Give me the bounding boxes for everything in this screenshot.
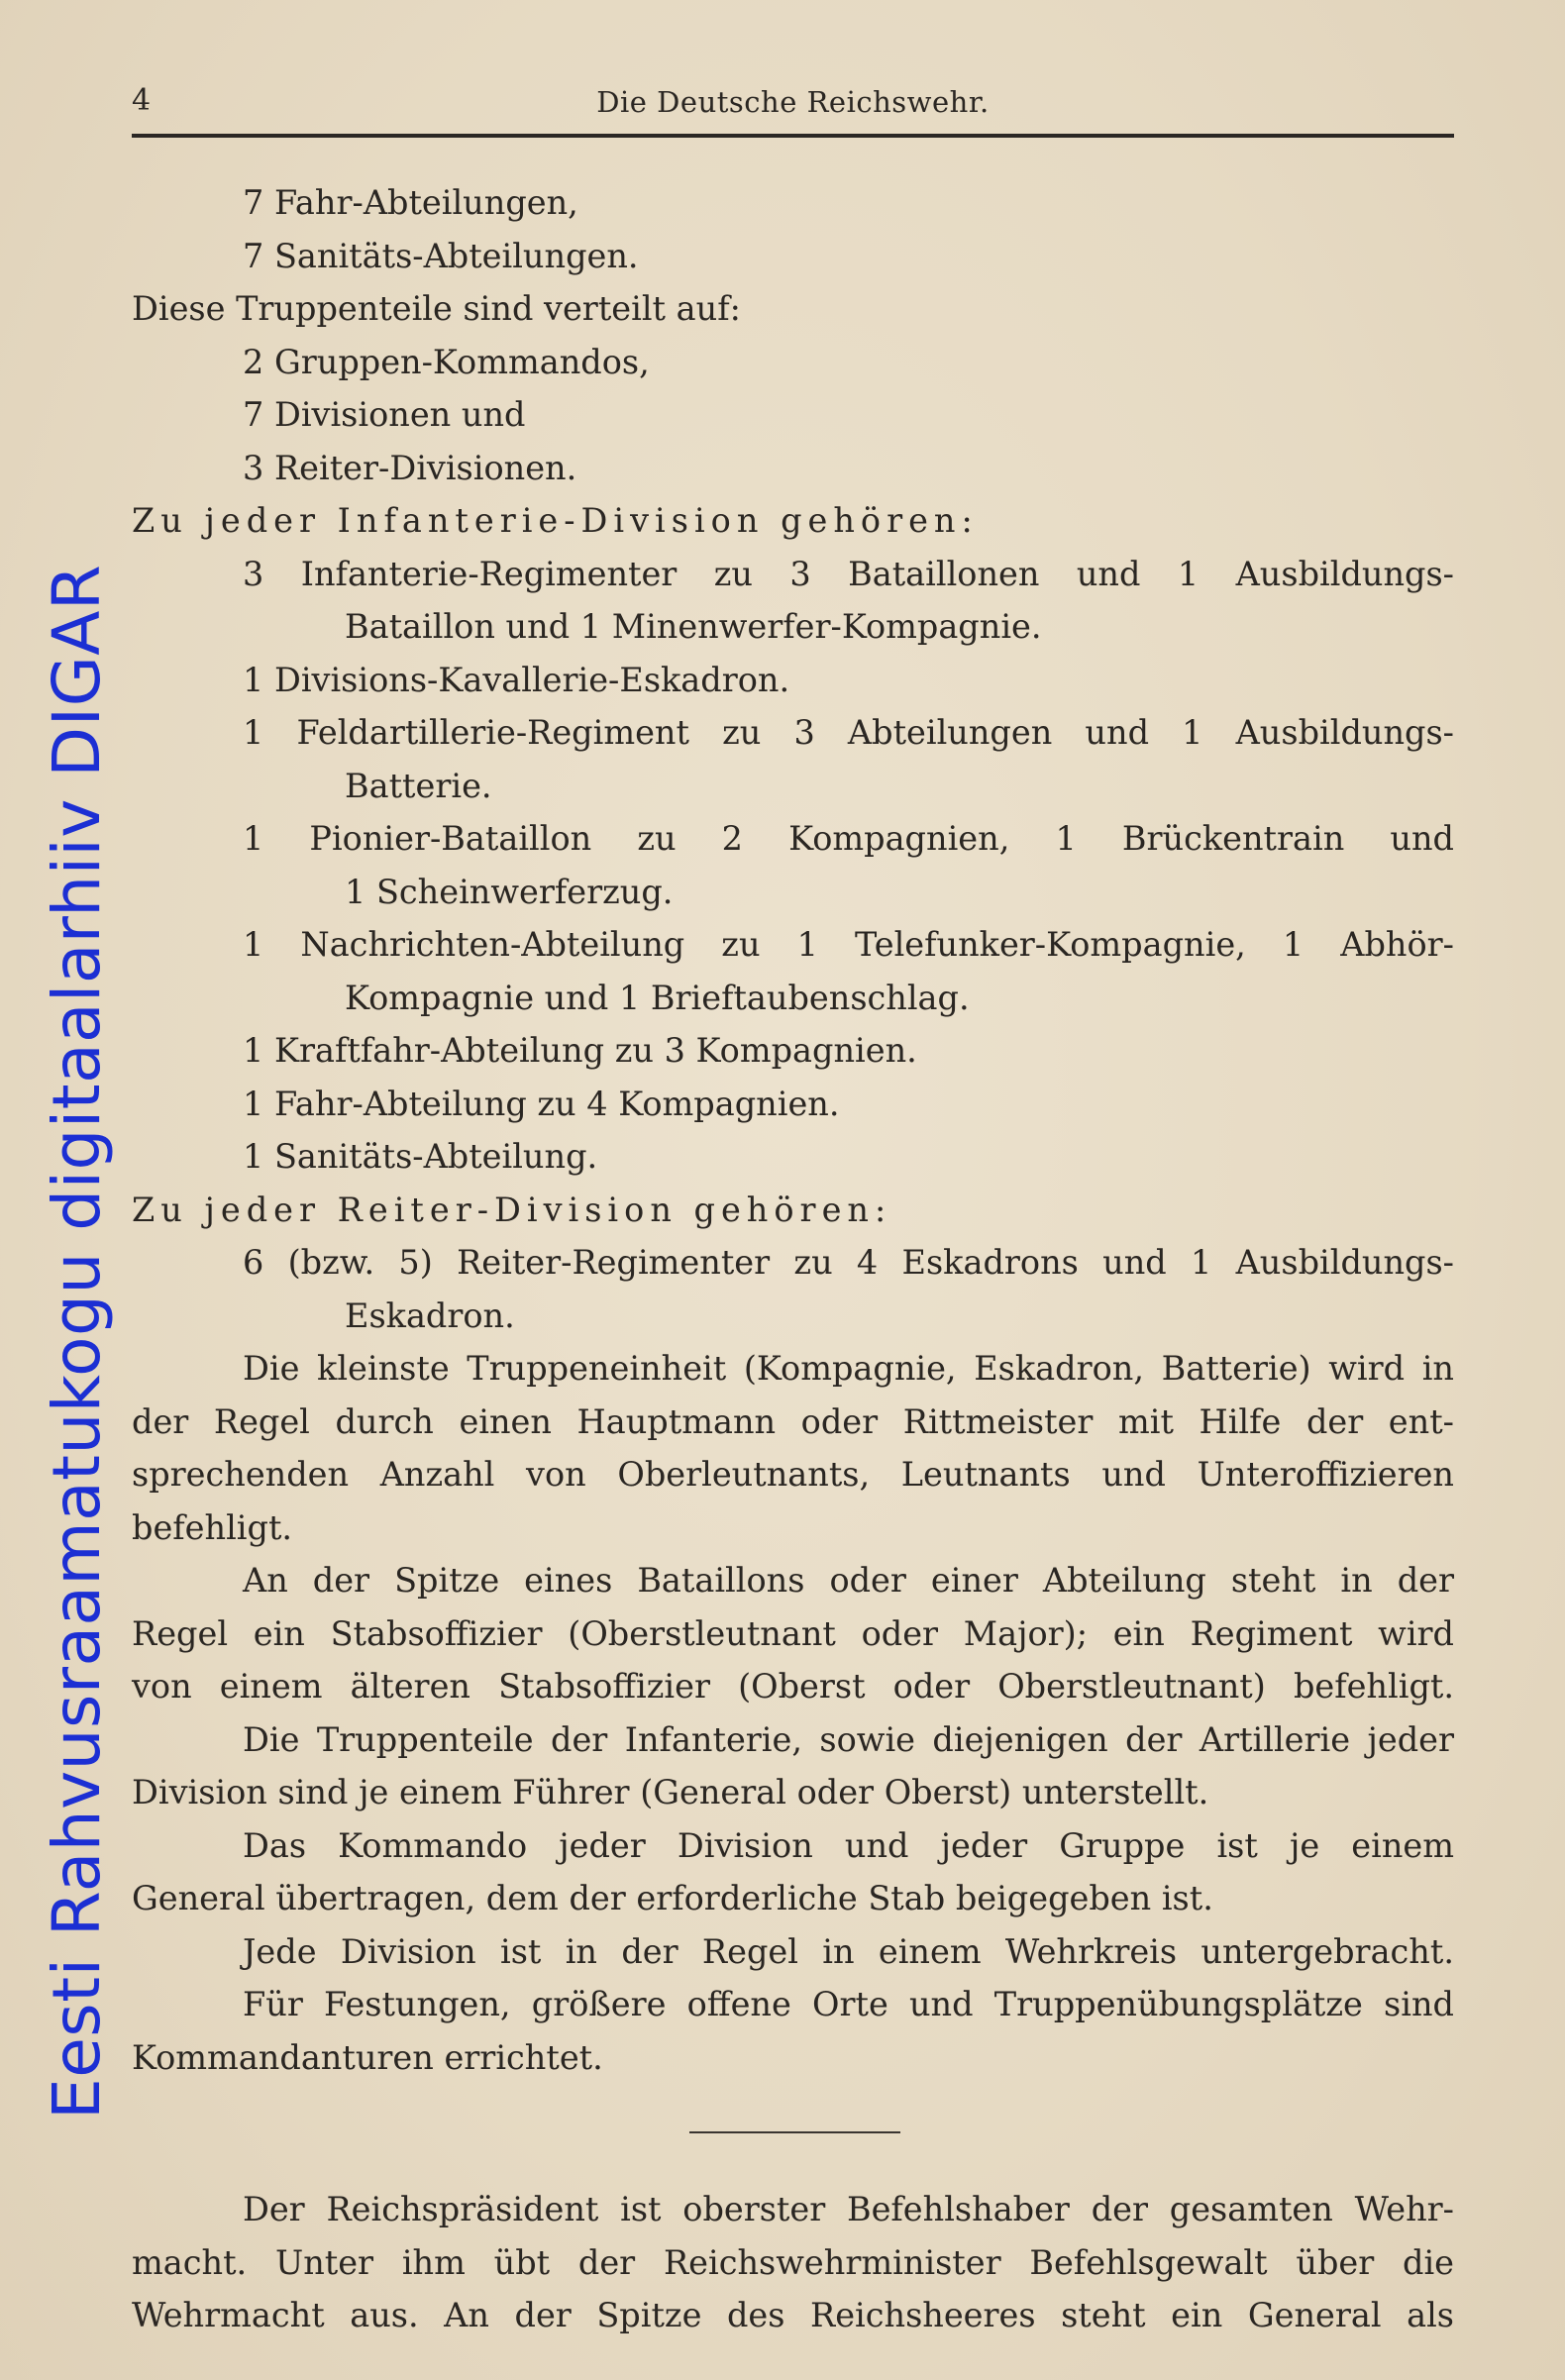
paragraph-line: Kommandanturen errichtet. [132,2037,603,2077]
paragraph-line: Der Reichspräsident ist oberster Befehlshaber der gesamten Wehr- [243,2190,1454,2228]
page-header [132,83,1454,133]
list-item-continuation: Kompagnie und 1 Brieftaubenschlag. [345,978,970,1017]
section-heading-cavalry: Zu jeder Reiter-Division gehören: [132,1190,892,1229]
paragraph-line: Regel ein Stabsoffizier (Oberstleutnant oder Major); ein Regiment wird [132,1613,1454,1653]
section-heading-infantry: Zu jeder Infanterie-Division gehören: [132,501,979,540]
list-item: 1 Fahr-Abteilung zu 4 Kompagnien. [243,1084,840,1123]
running-title: Die Deutsche Reichswehr. [596,85,990,119]
watermark-text: Eesti Rahvusraamatukogu digitaalarhiiv DIGAR [39,564,115,2120]
list-item: 6 (bzw. 5) Reiter-Regimenter zu 4 Eskadrons und 1 Ausbildungs- [243,1243,1454,1282]
list-item-continuation: Bataillon und 1 Minenwerfer-Kompagnie. [345,607,1042,646]
list-item: 1 Nachrichten-Abteilung zu 1 Telefunker-Kompagnie, 1 Abhör- [243,925,1454,964]
paragraph-line: An der Spitze eines Bataillons oder einer Abteilung steht in der [243,1561,1454,1600]
list-item-continuation: Batterie. [345,766,492,805]
header-rule [132,134,1454,138]
paragraph-line: sprechenden Anzahl von Oberleutnants, Leutnants und Unteroffizieren [132,1455,1454,1494]
list-item: 3 Infanterie-Regimenter zu 3 Bataillonen und 1 Ausbildungs- [243,554,1454,593]
paragraph-line: Jede Division ist in der Regel in einem Wehrkreis untergebracht. [243,1931,1454,1971]
list-item: 1 Pionier-Bataillon zu 2 Kompagnien, 1 Brückentrain und [243,819,1454,858]
paragraph-line: befehligt. [132,1507,293,1547]
paragraph-line: von einem älteren Stabsoffizier (Oberst oder Oberstleutnant) befehligt. [132,1667,1454,1706]
list-item-continuation: Eskadron. [345,1295,515,1335]
paragraph-line: macht. Unter ihm übt der Reichswehrminister Befehlsgewalt über die [132,2242,1454,2282]
list-item: 3 Reiter-Divisionen. [243,448,577,487]
list-item: 7 Fahr-Abteilungen, [243,183,578,222]
paragraph-line: der Regel durch einen Hauptmann oder Rittmeister mit Hilfe der ent- [132,1401,1454,1441]
paragraph-line: Für Festungen, größere offene Orte und Truppenübungsplätze sind [243,1985,1454,2023]
paragraph-line: Das Kommando jeder Division und jeder Gruppe ist je einem [243,1825,1454,1865]
list-item: 1 Sanitäts-Abteilung. [243,1137,598,1176]
list-item: 1 Divisions-Kavallerie-Eskadron. [243,660,790,699]
list-item-continuation: 1 Scheinwerferzug. [345,872,674,911]
list-item: 1 Kraftfahr-Abteilung zu 3 Kompagnien. [243,1031,917,1070]
list-item: 7 Divisionen und [243,395,526,434]
list-item: 1 Feldartillerie-Regiment zu 3 Abteilungen und 1 Ausbildungs- [243,713,1454,752]
list-item: 2 Gruppen-Kommandos, [243,342,650,381]
list-item: 7 Sanitäts-Abteilungen. [243,236,639,275]
body-text [132,176,1454,2342]
text-line: Diese Truppenteile sind verteilt auf: [132,289,741,328]
paragraph-line: Division sind je einem Führer (General oder Oberst) unterstellt. [132,1773,1209,1811]
paragraph-line: Die Truppenteile der Infanterie, sowie diejenigen der Artillerie jeder [243,1719,1454,1759]
archive-watermark [0,0,115,2380]
paragraph-line: Die kleinste Truppeneinheit (Kompagnie, Eskadron, Batterie) wird in [243,1349,1454,1388]
separator-rule [689,2131,900,2133]
section-separator [132,2084,1454,2183]
paragraph-line: General übertragen, dem der erforderliche Stab beigegeben ist. [132,1879,1213,1917]
paragraph-line: Wehrmacht aus. An der Spitze des Reichsheeres steht ein General als [132,2296,1454,2334]
page-number: 4 [132,83,152,118]
